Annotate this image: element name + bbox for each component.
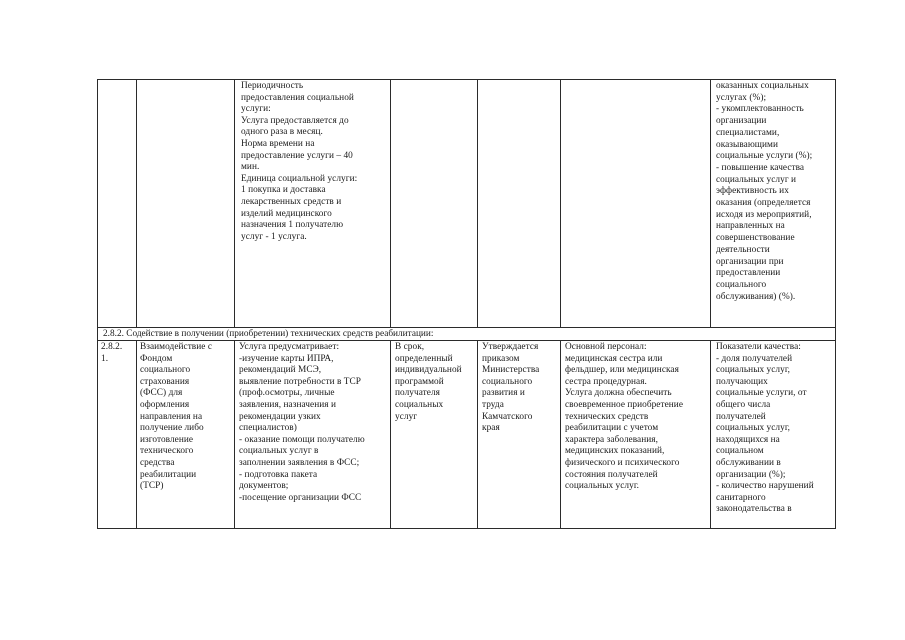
text-line: -изучение карты ИПРА, bbox=[239, 353, 334, 364]
text-line: находящихся на bbox=[716, 434, 780, 445]
text-line: социальных услуг в bbox=[239, 446, 319, 457]
text-line: В срок, bbox=[395, 342, 425, 352]
text-line: заявления, назначения и bbox=[239, 399, 336, 410]
text-line: социального bbox=[482, 376, 533, 387]
text-line: одного раза в месяц. bbox=[241, 127, 323, 138]
text-line: направления на bbox=[140, 411, 203, 422]
text-line: социальных услуг, bbox=[716, 365, 791, 376]
text-line: фельдшер, или медицинская bbox=[565, 365, 679, 376]
text-line: Услуга должна обеспечить bbox=[565, 388, 672, 399]
text-line: физического и психического bbox=[565, 457, 680, 468]
text-line: совершенствование bbox=[716, 233, 795, 244]
text-line: Периодичность bbox=[241, 81, 304, 91]
col-divider-3-top bbox=[390, 79, 391, 327]
text-line: получателя bbox=[395, 388, 440, 399]
text-line: социальных bbox=[395, 399, 444, 410]
table-bottom-border bbox=[97, 528, 836, 529]
text-line: Камчатского bbox=[482, 411, 533, 422]
text-line: мин. bbox=[241, 162, 260, 173]
row-number: 2.8.2. bbox=[101, 342, 123, 352]
text-line: медицинская сестра или bbox=[565, 353, 663, 364]
col-divider-1-bottom bbox=[136, 340, 137, 528]
text-line: края bbox=[482, 423, 500, 434]
text-line: страхования bbox=[140, 376, 190, 387]
text-line: - оказание помощи получателю bbox=[239, 434, 365, 445]
text-line: социальном bbox=[716, 446, 764, 457]
text-line: медицинских показаний, bbox=[565, 446, 665, 457]
text-line: обслуживания) (%). bbox=[716, 291, 796, 302]
text-line: обслуживании в bbox=[716, 457, 781, 468]
col-divider-2-bottom bbox=[234, 340, 235, 528]
text-line: организации (%); bbox=[716, 469, 786, 480]
text-line: заполнении заявления в ФСС; bbox=[239, 457, 360, 468]
row-number: 1. bbox=[101, 353, 109, 364]
text-line: оказания (определяется bbox=[716, 198, 811, 209]
text-line: реабилитации bbox=[140, 469, 197, 480]
text-line: социальные услуги (%); bbox=[716, 151, 813, 162]
text-line: изготовление bbox=[140, 434, 194, 445]
col-divider-4-top bbox=[477, 79, 478, 327]
tariff-approval-cell bbox=[482, 342, 557, 435]
text-line: труда bbox=[482, 399, 504, 410]
text-line: специалистов) bbox=[239, 423, 297, 434]
text-line: социальных услуг и bbox=[716, 174, 797, 185]
text-line: (ФСС) для bbox=[140, 388, 183, 399]
text-line: -посещение организации ФСС bbox=[239, 492, 362, 503]
staff-requirements-cell bbox=[565, 342, 707, 493]
top-row-indicators-cell bbox=[716, 81, 832, 303]
text-line: услугах (%); bbox=[716, 92, 767, 103]
service-term-cell bbox=[395, 342, 475, 423]
text-line: организации bbox=[716, 116, 767, 127]
text-line: реабилитации с учетом bbox=[565, 423, 659, 434]
text-line: (ТСР) bbox=[140, 481, 164, 492]
col-divider-5-bottom bbox=[560, 340, 561, 528]
text-line: социальных услуг. bbox=[565, 481, 640, 492]
text-line: получателей bbox=[716, 411, 766, 422]
text-line: социального bbox=[716, 279, 767, 290]
text-line: социального bbox=[140, 365, 191, 376]
text-line: Услуга предоставляется до bbox=[241, 115, 349, 126]
text-line: - повышение качества bbox=[716, 162, 805, 173]
text-line: Услуга предусматривает: bbox=[239, 342, 340, 352]
text-line: - укомплектованность bbox=[716, 104, 804, 115]
text-line: сестра процедурная. bbox=[565, 376, 647, 387]
text-line: рекомендаций МСЭ, bbox=[239, 365, 322, 376]
text-line: оказывающими bbox=[716, 139, 779, 150]
text-line: социальные услуги, от bbox=[716, 388, 807, 399]
text-line: Утверждается bbox=[482, 342, 539, 352]
table-left-border bbox=[97, 79, 98, 528]
text-line: общего числа bbox=[716, 399, 771, 410]
text-line: (проф.осмотры, личные bbox=[239, 388, 335, 399]
text-line: документов; bbox=[239, 481, 289, 492]
text-line: Показатели качества: bbox=[716, 342, 801, 352]
text-line: состояния получателей bbox=[565, 469, 658, 480]
text-line: выявление потребности в ТСР bbox=[239, 376, 361, 387]
col-divider-5-top bbox=[560, 79, 561, 327]
text-line: организации при bbox=[716, 256, 784, 267]
text-line: Основной персонал: bbox=[565, 342, 647, 352]
section-row-top-border bbox=[97, 327, 836, 328]
text-line: своевременное приобретение bbox=[565, 399, 683, 410]
text-line: услуги: bbox=[241, 104, 271, 115]
text-line: индивидуальной bbox=[395, 365, 462, 376]
text-line: законодательства в bbox=[716, 504, 792, 515]
text-line: рекомендации узких bbox=[239, 411, 321, 422]
text-line: получающих bbox=[716, 376, 768, 387]
col-divider-1-top bbox=[136, 79, 137, 327]
text-line: предоставление услуги – 40 bbox=[241, 150, 353, 161]
text-line: предоставления социальной bbox=[241, 92, 354, 103]
table-right-border bbox=[835, 79, 836, 528]
text-line: услуг bbox=[395, 411, 418, 422]
col-divider-6-bottom bbox=[710, 340, 711, 528]
text-line: Норма времени на bbox=[241, 138, 315, 149]
top-row-provision-cell bbox=[241, 81, 384, 243]
text-line: приказом bbox=[482, 353, 520, 364]
text-line: средства bbox=[140, 457, 175, 468]
text-line: получение либо bbox=[140, 423, 204, 434]
service-content-cell bbox=[239, 342, 387, 504]
text-line: - доля получателей bbox=[716, 353, 793, 364]
text-line: - подготовка пакета bbox=[239, 469, 318, 480]
text-line: предоставлении bbox=[716, 268, 781, 279]
text-line: санитарного bbox=[716, 492, 766, 503]
col-divider-4-bottom bbox=[477, 340, 478, 528]
quality-indicators-cell bbox=[716, 342, 832, 516]
col-divider-6-top bbox=[710, 79, 711, 327]
text-line: 1 покупка и доставка bbox=[241, 185, 326, 196]
text-line: определенный bbox=[395, 353, 453, 364]
text-line: лекарственных средств и bbox=[241, 196, 342, 207]
text-line: Взаимодействие с bbox=[140, 342, 213, 352]
text-line: характера заболевания, bbox=[565, 434, 658, 445]
service-name-cell bbox=[140, 342, 230, 493]
text-line: оформления bbox=[140, 399, 190, 410]
text-line: технического bbox=[140, 446, 194, 457]
text-line: специалистами, bbox=[716, 127, 780, 138]
text-line: Единица социальной услуги: bbox=[241, 173, 358, 184]
text-line: социальных услуг, bbox=[716, 423, 791, 434]
text-line: услуг - 1 услуга. bbox=[241, 231, 307, 242]
row-number-cell bbox=[101, 342, 134, 365]
col-divider-2-top bbox=[234, 79, 235, 327]
table-top-border bbox=[97, 79, 836, 80]
text-line: Министерства bbox=[482, 365, 540, 376]
text-line: эффективность их bbox=[716, 186, 789, 197]
text-line: направленных на bbox=[716, 221, 785, 232]
text-line: Фондом bbox=[140, 353, 173, 364]
text-line: программой bbox=[395, 376, 444, 387]
text-line: деятельности bbox=[716, 244, 770, 255]
text-line: развития и bbox=[482, 388, 525, 399]
col-divider-3-bottom bbox=[390, 340, 391, 528]
text-line: назначения 1 получателю bbox=[241, 220, 344, 231]
text-line: исходя из мероприятий, bbox=[716, 209, 812, 220]
section-title: 2.8.2. Содействие в получении (приобретении) технических средств реабилитации: bbox=[103, 329, 434, 339]
text-line: изделий медицинского bbox=[241, 208, 332, 219]
text-line: оказанных социальных bbox=[716, 81, 809, 91]
text-line: - количество нарушений bbox=[716, 481, 814, 492]
text-line: технических средств bbox=[565, 411, 649, 422]
